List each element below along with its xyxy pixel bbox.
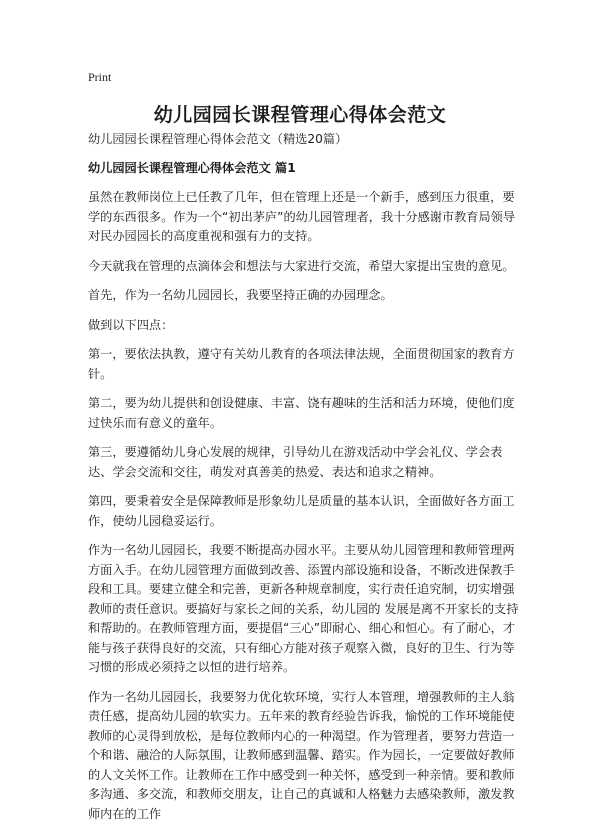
paragraph: 虽然在教师岗位上已任教了几年，但在管理上还是一个新手，感到压力很重，要学的东西很多。作为一个“初出茅庐”的幼儿园管理者，我十分感谢市教育局领导对民办园园长的高度重视和强有力的支持。 [88,190,516,243]
section-heading: 幼儿园园长课程管理心得体会范文 篇1 [88,160,296,175]
paragraph: 第四，要秉着安全是保障教师是形象幼儿是质量的基本认识，全面做好各方面工作，使幼儿园稳妥运行。 [88,494,515,528]
paragraph: 首先，作为一名幼儿园园长，我要坚持正确的办园理念。 [88,288,393,302]
paragraph: 作为一名幼儿园园长，我要努力优化软环境，实行人本管理，增强教师的主人翁责任感，提高幼儿园的软实力。五年来的教育经验告诉我，愉悦的工作环境能使教师的心灵得到放松，是每位教师内心的一种渴望。作为管理者，要努力营造一个和谐、融洽的人际氛围，让教师感到温馨、踏实。作为园长，一定要做好教师的人文关怀工作。让教师在工作中感受到一种关怀，感受到一种亲情。要和教师多沟通、多交流，和教师交朋友，让自己的真诚和人格魅力去感染教师，激发教师内在的工作 [88,689,515,821]
paragraph: 做到以下四点： [88,317,174,332]
paragraph: 第一，要依法执教，遵守有关幼儿教育的各项法律法规，全面贯彻国家的教育方针。 [88,347,515,381]
document-subtitle: 幼儿园园长课程管理心得体会范文（精选20篇） [88,132,348,146]
paragraph: 第二，要为幼儿提供和创设健康、丰富、饶有趣味的生活和活力环境，使他们度过快乐而有意义的童年。 [88,396,515,430]
document-title: 幼儿园园长课程管理心得体会范文 [153,104,447,126]
paragraph: 第三，要遵循幼儿身心发展的规律，引导幼儿在游戏活动中学会礼仪、学会表达、学会交流和交往，萌发对真善美的热爱、表达和追求之精神。 [88,445,503,479]
paragraph: 今天就我在管理的点滴体会和想法与大家进行交流，希望大家提出宝贵的意见。 [88,258,515,273]
print-link[interactable]: Print [88,70,112,84]
document-body [88,130,520,834]
paragraph: 作为一名幼儿园园长，我要不断提高办园水平。主要从幼儿园管理和教师管理两方面入手。在幼儿园管理方面做到改善、添置内部设施和设备，不断改进保教手段和工具。要建立健全和完善，更新各种规章制度，实行责任追究制，切实增强教师的责任意识。要搞好与家长之间的关系，幼儿园的 发展是离不开家长的支持和帮助的。在教师管理方面，要提倡“三心”即耐心、细心和恒心。有了耐心，才能与孩子获得良好的交流，只有细心方能对孩子观察入微，良好的卫生、行为等习惯的形成必须持之以恒的进行培养。 [88,543,519,674]
